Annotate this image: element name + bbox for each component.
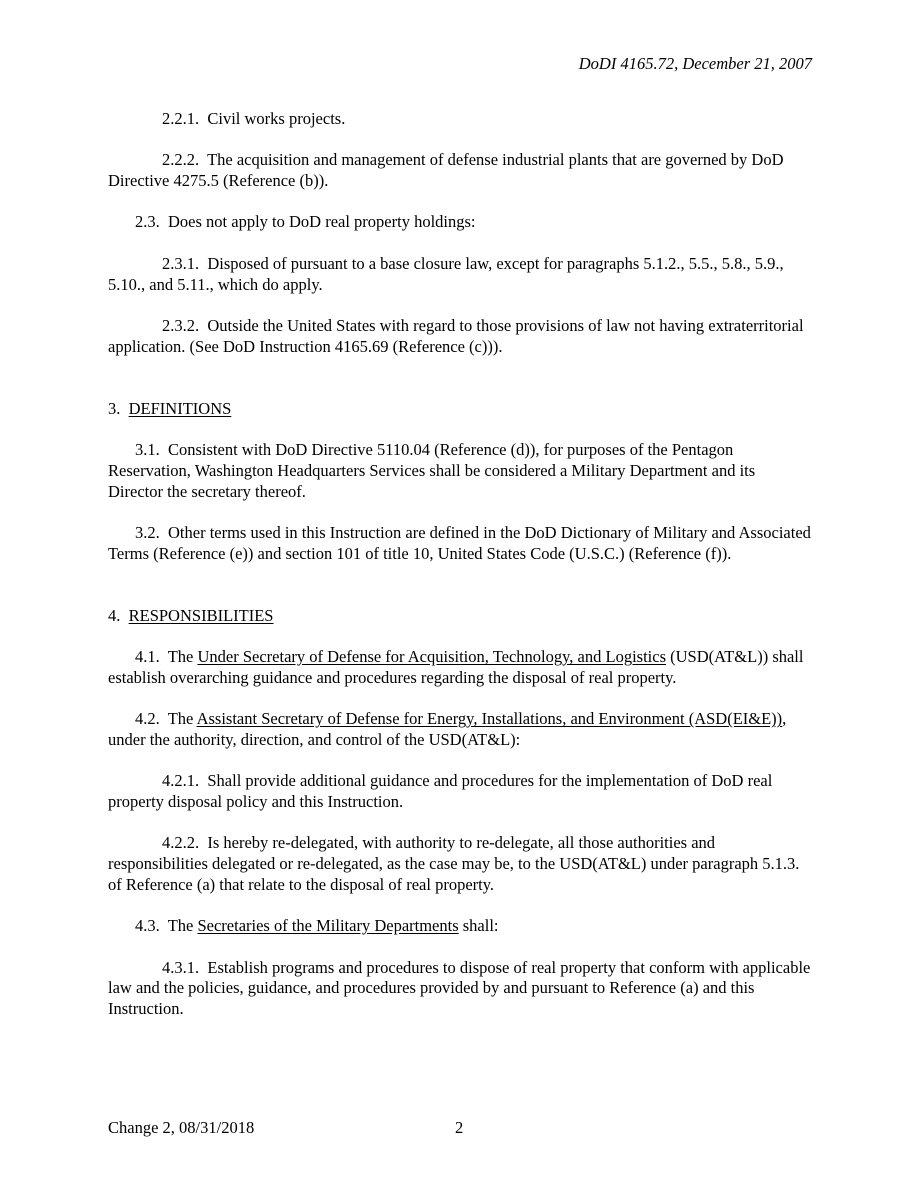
section-title: RESPONSIBILITIES bbox=[128, 605, 274, 625]
paragraph-text: Consistent with DoD Directive 5110.04 (Reference (d)), for purposes of the Pentagon Reservation, Washington Headquarters Services shall be considered a Military Department and its Director the secretary thereof. bbox=[108, 440, 756, 501]
paragraph-number: 4.1. bbox=[135, 647, 160, 667]
section-heading-4 bbox=[108, 606, 812, 627]
paragraph-2-2-2 bbox=[108, 150, 812, 191]
paragraph-number: 4.2.1. bbox=[162, 771, 200, 791]
paragraph-2-3-1 bbox=[108, 254, 812, 295]
page-number: 2 bbox=[455, 1118, 464, 1137]
paragraph-text: , under the authority, direction, and control of the USD(AT&L): bbox=[108, 709, 787, 749]
paragraph-number: 3.2. bbox=[135, 522, 160, 542]
paragraph-number: 4.3. bbox=[135, 916, 160, 936]
paragraph-text: (USD(AT&L)) shall establish overarching guidance and procedures regarding the disposal of real property. bbox=[108, 647, 804, 687]
paragraph-4-3-1 bbox=[108, 958, 812, 1020]
paragraph-lead: The bbox=[167, 709, 194, 729]
section-number: 3. bbox=[108, 398, 121, 418]
paragraph-text: Civil works projects. bbox=[207, 109, 346, 128]
paragraph-lead: The bbox=[167, 916, 194, 936]
paragraph-text: Outside the United States with regard to those provisions of law not having extraterritorial application. (See DoD Instruction 4165.69 (Reference (c))). bbox=[108, 315, 804, 356]
paragraph-text: The acquisition and management of defense industrial plants that are governed by DoD Directive 4275.5 (Reference (b)). bbox=[108, 150, 784, 191]
paragraph-number: 4.2. bbox=[135, 709, 160, 729]
document-body bbox=[108, 109, 812, 1020]
paragraph-2-3 bbox=[108, 212, 812, 233]
paragraph-number: 2.3.1. bbox=[162, 253, 200, 273]
paragraph-number: 4.2.2. bbox=[162, 833, 200, 853]
paragraph-number: 2.3. bbox=[135, 212, 160, 232]
paragraph-4-3 bbox=[108, 916, 812, 937]
paragraph-4-2 bbox=[108, 709, 812, 750]
section-number: 4. bbox=[108, 605, 121, 625]
paragraph-2-2-1 bbox=[108, 109, 812, 130]
paragraph-4-1 bbox=[108, 647, 812, 688]
paragraph-text: Disposed of pursuant to a base closure law, except for paragraphs 5.1.2., 5.5., 5.8., 5.9., 5.10., and 5.11., which do apply. bbox=[108, 253, 784, 294]
paragraph-text: Other terms used in this Instruction are defined in the DoD Dictionary of Military and Associated Terms (Reference (e)) and section 101 of title 10, United States Code (U.S.C.) (Reference (f)). bbox=[108, 522, 811, 563]
paragraph-number: 2.2.2. bbox=[162, 150, 200, 170]
paragraph-number: 2.2.1. bbox=[162, 109, 200, 128]
section-heading-3 bbox=[108, 399, 812, 420]
paragraph-number: 2.3.2. bbox=[162, 315, 200, 335]
official-title: Assistant Secretary of Defense for Energy, Installations, and Environment (ASD(EI&E)) bbox=[196, 709, 783, 729]
paragraph-text: Shall provide additional guidance and procedures for the implementation of DoD real property disposal policy and this Instruction. bbox=[108, 771, 773, 812]
official-title: Secretaries of the Military Departments bbox=[197, 916, 459, 936]
paragraph-3-1 bbox=[108, 440, 812, 502]
paragraph-lead: The bbox=[167, 647, 194, 667]
paragraph-text: shall: bbox=[462, 916, 499, 936]
official-title: Under Secretary of Defense for Acquisition, Technology, and Logistics bbox=[197, 647, 666, 667]
paragraph-4-2-1 bbox=[108, 771, 812, 812]
running-header: DoDI 4165.72, December 21, 2007 bbox=[578, 54, 812, 73]
paragraph-3-2 bbox=[108, 523, 812, 564]
paragraph-number: 3.1. bbox=[135, 440, 160, 460]
paragraph-text: Does not apply to DoD real property holdings: bbox=[168, 212, 476, 232]
paragraph-2-3-2 bbox=[108, 316, 812, 357]
paragraph-text: Establish programs and procedures to dispose of real property that conform with applicable law and the policies, guidance, and procedures provided by and pursuant to Reference (a) and this Instruction. bbox=[108, 957, 811, 1019]
paragraph-text: Is hereby re-delegated, with authority to re-delegate, all those authorities and responsibilities delegated or re-delegated, as the case may be, to the USD(AT&L) under paragraph 5.1.3. of Reference (a) that relate to the disposal of real property. bbox=[108, 833, 800, 894]
paragraph-number: 4.3.1. bbox=[162, 957, 200, 977]
section-title: DEFINITIONS bbox=[128, 398, 232, 418]
footer-change-notice: Change 2, 08/31/2018 bbox=[108, 1118, 255, 1137]
paragraph-4-2-2 bbox=[108, 833, 812, 895]
